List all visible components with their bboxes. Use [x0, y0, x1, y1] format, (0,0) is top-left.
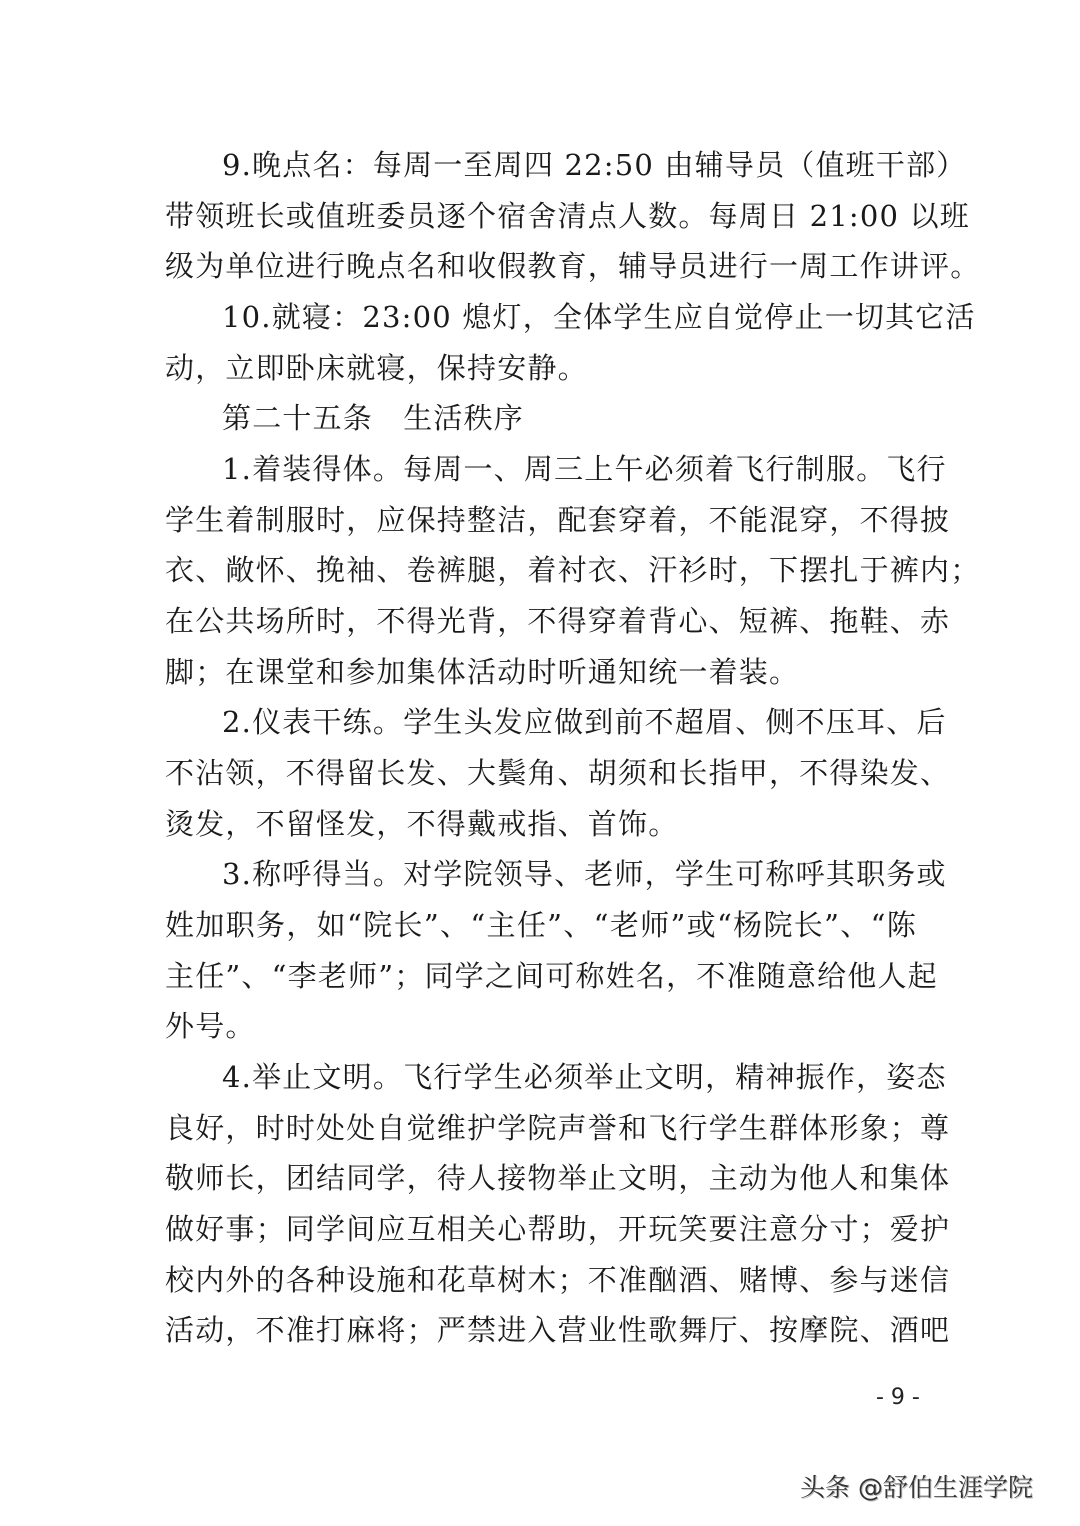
text-line: 主任”、“李老师”；同学之间可称姓名，不准随意给他人起	[165, 959, 938, 993]
text-line: 级为单位进行晚点名和收假教育，辅导员进行一周工作讲评。	[165, 249, 981, 283]
text-line: 动，立即卧床就寝，保持安静。	[165, 351, 588, 385]
text-line: 在公共场所时，不得光背，不得穿着背心、短裤、拖鞋、赤	[165, 604, 951, 638]
text-line: 外号。	[165, 1009, 256, 1043]
text-line: 4.举止文明。飞行学生必须举止文明，精神振作，姿态	[222, 1060, 947, 1094]
text-line: 带领班长或值班委员逐个宿舍清点人数。每周日 21:00 以班	[165, 199, 971, 233]
text-line: 第二十五条 生活秩序	[222, 401, 525, 435]
text-line: 烫发，不留怪发，不得戴戒指、首饰。	[165, 807, 679, 841]
text-line: 1.着装得体。每周一、周三上午必须着飞行制服。飞行	[222, 452, 947, 486]
text-line: 校内外的各种设施和花草树木；不准酗酒、赌博、参与迷信	[165, 1263, 951, 1297]
text-line: 做好事；同学间应互相关心帮助，开玩笑要注意分寸；爱护	[165, 1212, 951, 1246]
text-line: 学生着制服时，应保持整洁，配套穿着，不能混穿，不得披	[165, 503, 951, 537]
text-line: 活动，不准打麻将；严禁进入营业性歌舞厅、按摩院、酒吧	[165, 1313, 951, 1347]
text-line: 不沾领，不得留长发、大鬓角、胡须和长指甲，不得染发、	[165, 756, 951, 790]
page-number: - 9 -	[876, 1385, 920, 1410]
text-line: 敬师长，团结同学，待人接物举止文明，主动为他人和集体	[165, 1161, 951, 1195]
text-line: 2.仪表干练。学生头发应做到前不超眉、侧不压耳、后	[222, 705, 947, 739]
text-line: 姓加职务，如“院长”、“主任”、“老师”或“杨院长”、“陈	[165, 908, 917, 942]
text-line: 9.晚点名：每周一至周四 22:50 由辅导员（值班干部）	[222, 148, 967, 182]
text-line: 3.称呼得当。对学院领导、老师，学生可称呼其职务或	[222, 857, 947, 891]
text-line: 脚；在课堂和参加集体活动时听通知统一着装。	[165, 655, 800, 689]
watermark: 头条 @舒伯生涯学院	[800, 1473, 1033, 1502]
text-line: 良好，时时处处自觉维护学院声誉和飞行学生群体形象；尊	[165, 1111, 951, 1145]
text-line: 衣、敞怀、挽袖、卷裤腿，着衬衣、汗衫时，下摆扎于裤内；	[165, 553, 981, 587]
text-line: 10.就寝：23:00 熄灯，全体学生应自觉停止一切其它活	[222, 300, 976, 334]
